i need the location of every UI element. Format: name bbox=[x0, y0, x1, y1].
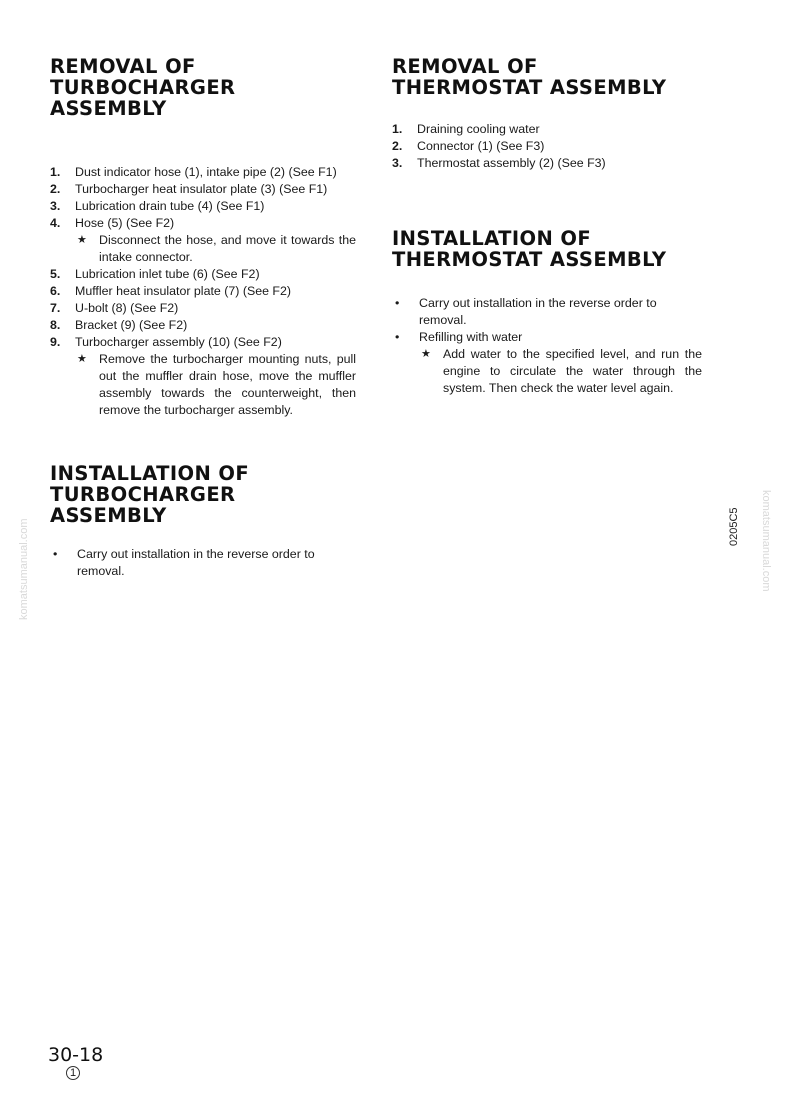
section-title-installation-turbocharger: INSTALLATION OF TURBOCHARGER ASSEMBLY bbox=[50, 462, 250, 527]
removal-turbocharger-steps bbox=[50, 164, 356, 419]
list-item: 1. Draining cooling water bbox=[392, 122, 540, 136]
step-note: ★ Disconnect the hose, and move it towards the intake connector. bbox=[77, 233, 356, 264]
left-column bbox=[50, 56, 356, 580]
list-item: 3. Thermostat assembly (2) (See F3) bbox=[392, 156, 606, 170]
list-item: • Carry out installation in the reverse order to removal. bbox=[395, 296, 657, 327]
list-item: 2. Turbocharger heat insulator plate (3) (See F1) bbox=[50, 182, 328, 196]
section-title-installation-thermostat: INSTALLATION OF THERMOSTAT ASSEMBLY bbox=[392, 227, 667, 271]
list-item: 7. U-bolt (8) (See F2) bbox=[50, 301, 179, 315]
list-item: 1. Dust indicator hose (1), intake pipe (2) (See F1) bbox=[50, 165, 337, 179]
star-icon: ★ bbox=[77, 353, 87, 365]
star-icon: ★ bbox=[77, 234, 87, 246]
right-column bbox=[392, 56, 702, 397]
installation-turbocharger-list bbox=[50, 546, 356, 580]
list-item: 8. Bracket (9) (See F2) bbox=[50, 318, 188, 332]
star-icon: ★ bbox=[421, 348, 431, 360]
document-code: 0205C5 bbox=[728, 507, 740, 546]
list-item: 4. Hose (5) (See F2) ★ Disconnect the hose, and move it towards the intake connector. bbox=[50, 216, 356, 264]
watermark-right: komatsumanual.com bbox=[760, 490, 772, 592]
section-title-removal-turbocharger: REMOVAL OF TURBOCHARGER ASSEMBLY bbox=[50, 55, 236, 120]
list-item: • Refilling with water ★ Add water to the specified level, and run the engine to circulate the water through the system. Then check the water level again. bbox=[395, 330, 702, 395]
step-note: ★ Remove the turbocharger mounting nuts, pull out the muffler drain hose, move the muffler assembly towards the counterweight, then remove the turbocharger assembly. bbox=[77, 352, 356, 417]
section-title-removal-thermostat: REMOVAL OF THERMOSTAT ASSEMBLY bbox=[392, 55, 667, 99]
page-number: 30-18 bbox=[48, 1044, 104, 1066]
bullet-icon: • bbox=[395, 330, 400, 344]
watermark-left: komatsumanual.com bbox=[18, 518, 30, 620]
step-note: ★ Add water to the specified level, and run the engine to circulate the water through the system. Then check the water level again. bbox=[421, 347, 702, 395]
list-item: 9. Turbocharger assembly (10) (See F2) ★ Remove the turbocharger mounting nuts, pull out the muffler drain hose, move the muffler assembly towards the counterweight, then remove the turbocharger assembly. bbox=[50, 335, 356, 417]
installation-thermostat-list bbox=[392, 295, 702, 397]
bullet-icon: • bbox=[53, 547, 58, 561]
revision-mark: 1 bbox=[66, 1066, 80, 1080]
list-item: 2. Connector (1) (See F3) bbox=[392, 139, 545, 153]
list-item: 5. Lubrication inlet tube (6) (See F2) bbox=[50, 267, 260, 281]
removal-thermostat-steps bbox=[392, 121, 702, 172]
bullet-icon: • bbox=[395, 296, 400, 310]
list-item: 3. Lubrication drain tube (4) (See F1) bbox=[50, 199, 265, 213]
list-item: • Carry out installation in the reverse order to removal. bbox=[53, 547, 315, 578]
list-item: 6. Muffler heat insulator plate (7) (See F2) bbox=[50, 284, 292, 298]
